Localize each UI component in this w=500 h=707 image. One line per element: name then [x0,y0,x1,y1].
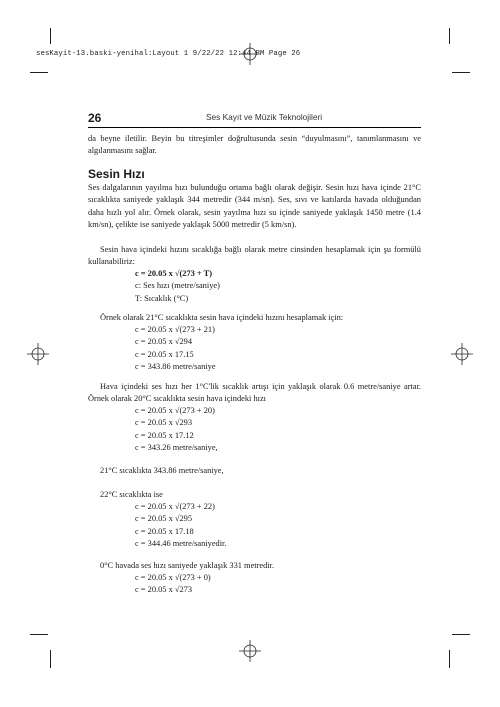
example-0c-calculation [135,572,211,597]
note-21c: 21°C sıcaklıkta 343.86 metre/saniye, [100,466,224,475]
formula-block [135,268,220,305]
page-number: 26 [88,111,102,125]
formula-equation: c = 20.05 x √(273 + T) [135,269,213,278]
calc-line: c = 20.05 x √(273 + 22) [135,502,215,511]
section-heading: Sesin Hızı [88,167,145,181]
printer-slug-line: sesKayit-13.baski-yenihal:Layout 1 9/22/22 12:44 PM Page 26 [36,50,301,58]
intro-paragraph: da beyne iletilir. Beyin bu titreşimler doğrultusunda sesin “duyulmasını”, tanımlanmasını ve algılanmasını sağlar. [88,134,421,156]
header-rule [88,127,421,128]
crop-mark-bottom-left-v [50,650,51,668]
crop-mark-bottom-right-v [449,650,450,668]
calc-line: c = 20.05 x 17.12 [135,430,194,440]
example-21c-calculation [135,324,216,374]
calc-line: c = 20.05 x √(273 + 20) [135,406,215,415]
calc-line: c = 343.26 metre/saniye, [135,443,218,453]
example-21c-intro: Örnek olarak 21°C sıcaklıkta sesin hava içindeki hızını hesaplamak için: [100,313,344,322]
crop-mark-top-right-v [449,28,450,44]
example-22c-calculation [135,501,226,551]
calc-line: c = 20.05 x 17.15 [135,349,194,359]
crop-mark-top-left-h [30,72,48,73]
running-title: Ses Kayıt ve Müzik Teknolojileri [206,112,323,122]
calc-line: c = 343.86 metre/saniye [135,362,216,372]
calc-line: c = 344.46 metre/saniyedir. [135,539,227,549]
calc-line: c = 20.05 x √(273 + 0) [135,573,211,582]
crop-mark-bottom-right-h [452,634,470,635]
calc-line: c = 20.05 x √295 [135,514,193,524]
crop-mark-bottom-left-h [30,634,48,635]
paragraph-speed-of-sound: Ses dalgalarının yayılma hızı bulunduğu ortama bağlı olarak değişir. Sesin hızı hava içinde 21°C sıcaklıkta saniyede yaklaşık 344 metredir (344 m/sn). Ses, sıvı ve katılarda havada olduğundan daha hızlı yol alır. Örnek olarak, sesin yayılma hızı su içinde saniyede yaklaşık 1450 metre (1.4 km/sn), çelikte ise saniyede yaklaşık 5000 metredir (5 km/sn). [88,183,421,230]
formula-c-definition: c: Ses hızı (metre/saniye) [135,281,220,291]
registration-mark-top-icon [239,43,261,65]
formula-t-definition: T: Sıcaklık (°C) [135,293,189,303]
calc-line: c = 20.05 x √(273 + 21) [135,325,215,334]
calc-line: c = 20.05 x √294 [135,337,193,347]
calc-line: c = 20.05 x √273 [135,585,193,595]
crop-mark-top-right-h [452,72,470,73]
example-20c-calculation [135,405,218,455]
registration-mark-bottom-icon [239,640,261,662]
registration-mark-right-icon [451,343,473,365]
registration-mark-left-icon [27,343,49,365]
crop-mark-top-left-v [50,28,51,44]
example-22c-intro: 22°C sıcaklıkta ise [100,490,163,499]
calc-line: c = 20.05 x √293 [135,418,193,428]
example-0c-intro: 0°C havada ses hızı saniyede yaklaşık 331 metredir. [100,561,275,570]
calc-line: c = 20.05 x 17.18 [135,526,194,536]
paragraph-formula-intro: Sesin hava içindeki hızını sıcaklığa bağlı olarak metre cinsinden hesaplamak için şu formülü kullanabiliriz: [88,245,421,267]
paragraph-temperature-increase: Hava içindeki ses hızı her 1°C'lik sıcaklık artışı için yaklaşık olarak 0.6 metre/saniye artar. Örnek olarak 20°C sıcaklıkta sesin hava içindeki hızı [88,382,421,404]
